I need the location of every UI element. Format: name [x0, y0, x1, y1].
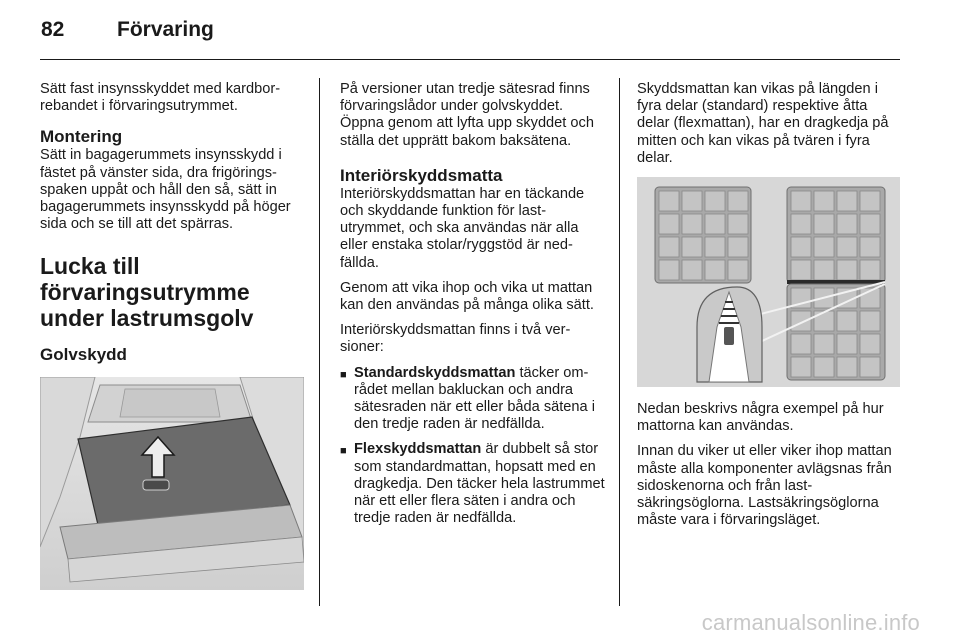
- bullet-mark: ■: [340, 445, 347, 458]
- page-title: Förvaring: [117, 18, 214, 41]
- flex-mat-term: Flexskyddsmattan: [354, 441, 482, 458]
- watermark: carmanualsonline.info: [701, 610, 920, 635]
- interior-mat-paragraph-3: Interiörskyddsmattan finns i två versioner:: [340, 322, 571, 356]
- standard-mat-term: Standardskyddsmattan: [354, 364, 516, 381]
- column-divider-2: [619, 78, 620, 606]
- standard-mat-description: täcker området mellan bakluckan och andra sätesraden när ett eller båda sätena i den tredje raden är nedfällda.: [354, 364, 595, 433]
- golvskydd-heading: Golvskydd: [40, 345, 127, 365]
- cargo-floor-cover-illustration: [40, 377, 304, 590]
- column-divider-1: [319, 78, 320, 606]
- bullet-standard-mat: [340, 365, 605, 434]
- column-2: [340, 81, 605, 535]
- bullet-flex-mat: [340, 441, 605, 527]
- column-1: [40, 81, 305, 365]
- column-3: [637, 81, 903, 175]
- column-3-lower: [637, 401, 903, 537]
- fold-description-paragraph: Skyddsmattan kan vikas på längden i fyra delar (standard) respektive åtta delar (flexmattan), har en dragkedja på mitten och kan vikas på tvären i fyra delar.: [637, 81, 889, 166]
- interior-mat-paragraph-1: Interiörskyddsmattan har en täckande och skyddande funktion för lastutrymmet, och ska användas när alla eller enstaka stolar/ryggstöd är nedfällda.: [340, 185, 585, 271]
- interior-mat-heading: Interiörskyddsmatta: [340, 165, 503, 185]
- page-number: 82: [41, 18, 65, 41]
- intro-paragraph: Sätt fast insynsskyddet med kardborrebandet i förvaringsutrymmet.: [40, 81, 281, 115]
- bullet-mark: ■: [340, 368, 347, 381]
- flex-mat-description: är dubbelt så stor som standardmattan, hopsatt med en dragkedja. Den täcker hela lastrummet när ett eller flera säten i andra och tredje raden är nedfällda.: [354, 441, 605, 527]
- examples-paragraph: Nedan beskrivs några exempel på hur mattorna kan användas.: [637, 401, 884, 435]
- storage-boxes-paragraph: På versioner utan tredje sätesrad finns förvaringslådor under golvskyddet. Öppna genom att lyfta upp skyddet och ställa det upprätt bakom baksätena.: [340, 81, 594, 149]
- interior-mat-paragraph-2: Genom att vika ihop och vika ut mattan kan den användas på många olika sätt.: [340, 279, 594, 314]
- montering-paragraph: Sätt in bagagerummets insynsskydd i fästet på vänster sida, dra frigöringsspaken uppåt och håll den så, sätt in bagagerummets insynsskydd på höger sida och se till att det spärras.: [40, 147, 291, 233]
- header-rule: [40, 59, 900, 60]
- protection-mats-illustration: [637, 177, 900, 387]
- remove-components-paragraph: Innan du viker ut eller viker ihop mattan måste alla komponenter avlägsnas från sidoskenorna och från lastsäkringsöglorna. Lastsäkringsöglorna måste vara i förvaringsläget.: [637, 443, 892, 529]
- montering-heading: Montering: [40, 127, 123, 147]
- lucka-heading: Lucka till förvaringsutrymme under lastrumsgolv: [40, 253, 254, 332]
